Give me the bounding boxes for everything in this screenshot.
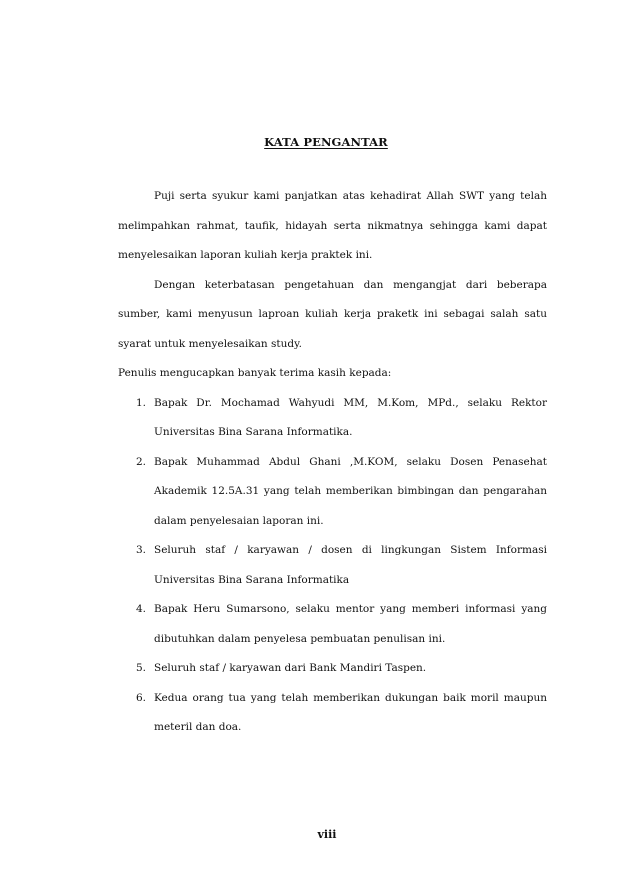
thanks-list <box>118 389 547 743</box>
list-item-text: Seluruh staf / karyawan dari Bank Mandiri Taspen. <box>154 662 427 674</box>
list-item <box>118 536 547 595</box>
list-item <box>118 684 547 743</box>
list-number: 2. <box>136 455 147 468</box>
page-number: viii <box>317 828 337 841</box>
list-item-text: Bapak Muhammad Abdul Ghani ,M.KOM, selaku Dosen Penasehat Akademik 12.5A.31 yang telah memberikan bimbingan dan pengarahan dalam penyelesaian laporan ini. <box>154 455 547 527</box>
list-item <box>118 654 547 684</box>
list-item <box>118 595 547 654</box>
list-item-text: Bapak Heru Sumarsono, selaku mentor yang memberi informasi yang dibutuhkan dalam penyelesa pembuatan penulisan ini. <box>154 603 547 645</box>
second-paragraph: Dengan keterbatasan pengetahuan dan mengangjat dari beberapa sumber, kami menyusun laproan kuliah kerja praketk ini sebagai salah satu syarat untuk menyelesaikan study. <box>118 278 547 350</box>
document-body <box>118 182 547 743</box>
list-number: 5. <box>136 662 147 674</box>
list-item-text: Seluruh staf / karyawan / dosen di lingkungan Sistem Informasi Universitas Bina Sarana Informatika <box>154 544 547 586</box>
opening-paragraph: Puji serta syukur kami panjatkan atas kehadirat Allah SWT yang telah melimpahkan rahmat, taufik, hidayah serta nikmatnya sehingga kami dapat menyelesaikan laporan kuliah kerja praktek ini. <box>118 190 547 261</box>
list-item-text: Bapak Dr. Mochamad Wahyudi MM, M.Kom, MPd., selaku Rektor Universitas Bina Sarana Informatika. <box>154 396 547 438</box>
list-item <box>118 389 547 448</box>
list-item-text: Kedua orang tua yang telah memberikan dukungan baik moril maupun meteril dan doa. <box>154 691 547 733</box>
thanks-intro: Penulis mengucapkan banyak terima kasih kepada: <box>118 367 392 379</box>
list-number: 1. <box>136 396 147 409</box>
list-item <box>118 448 547 537</box>
list-number: 6. <box>136 691 147 704</box>
page-title: KATA PENGANTAR <box>264 135 388 149</box>
list-number: 3. <box>136 544 147 556</box>
list-number: 4. <box>136 603 147 615</box>
